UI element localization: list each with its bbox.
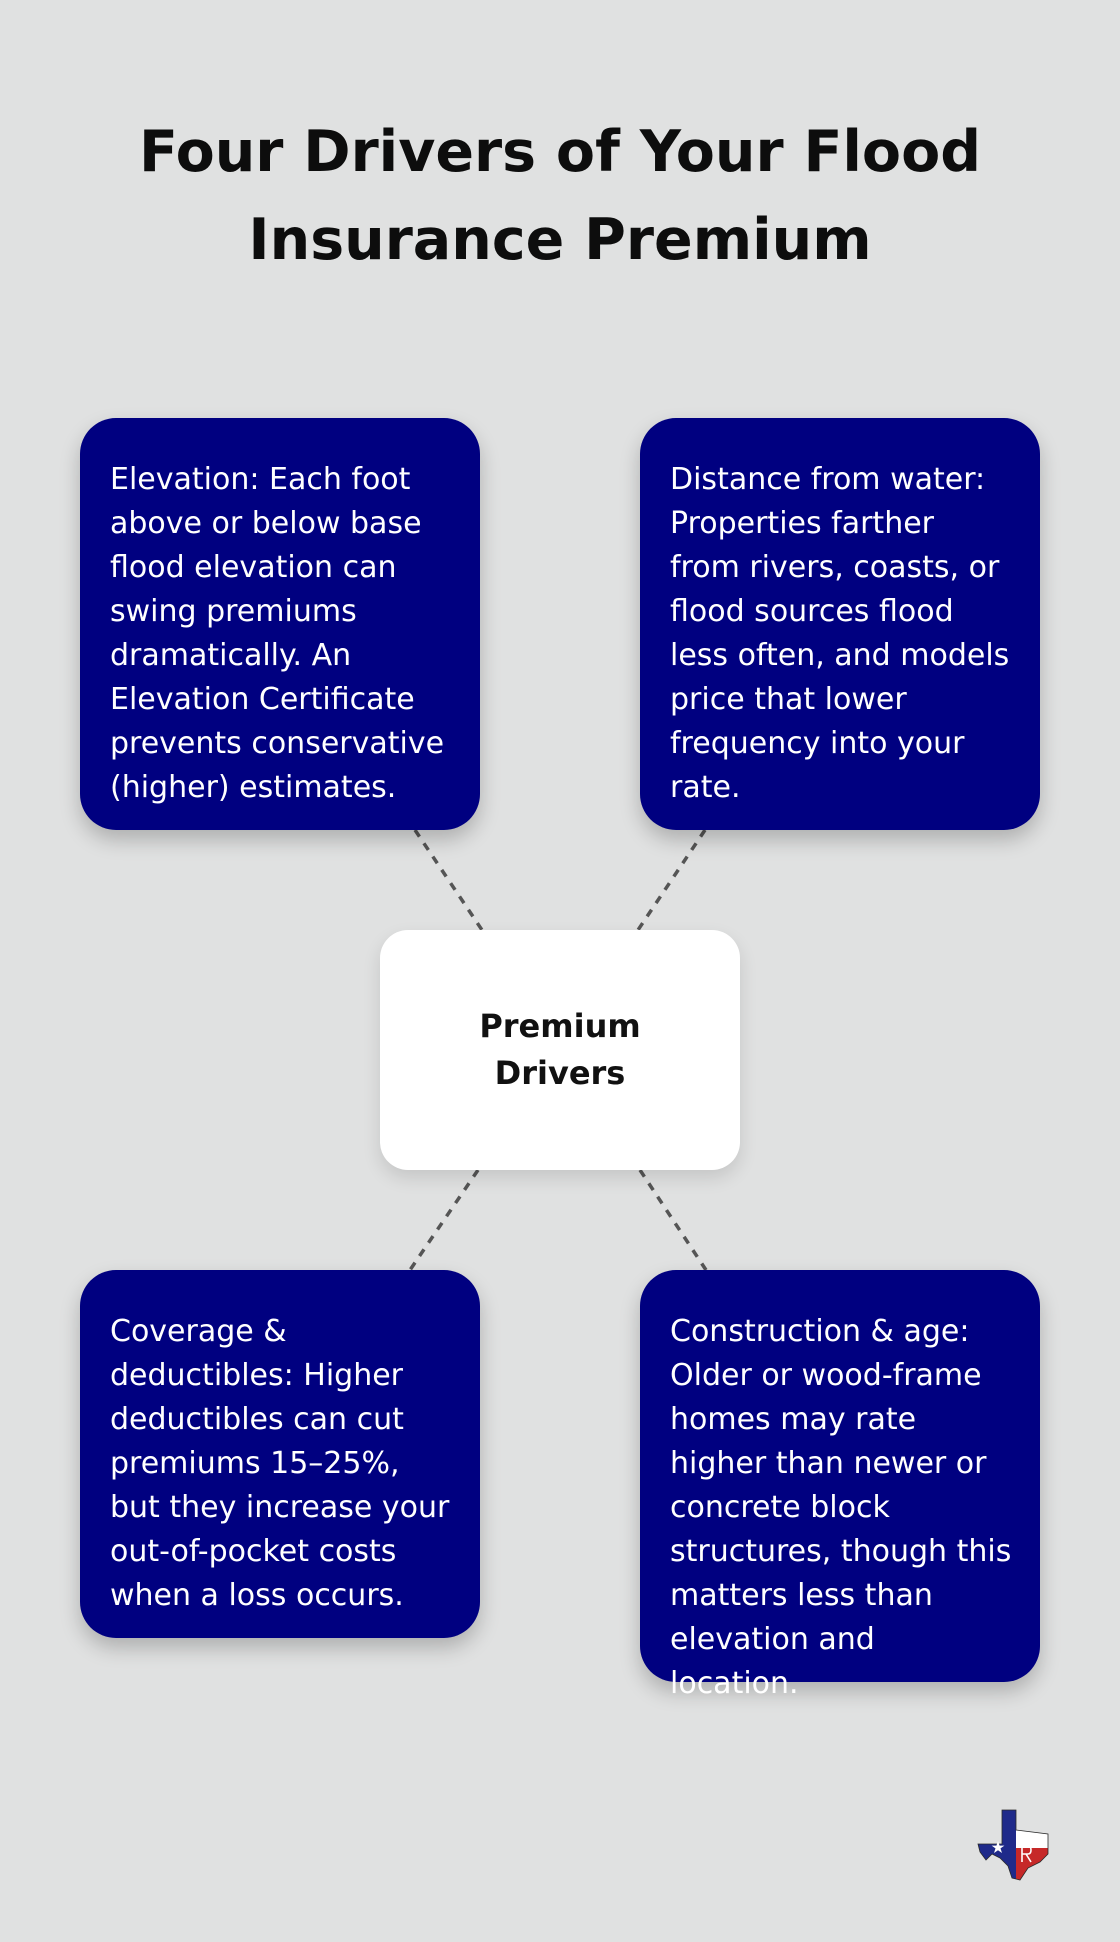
driver-text: Coverage & deductibles: Higher deductibles can cut premiums 15–25%, but they increase your out-of-pocket costs when a loss occurs. [110,1314,450,1613]
texas-flag-map-icon [976,1808,1054,1882]
connector-bottom-right [640,1170,706,1270]
driver-card-elevation [80,418,480,830]
center-label: Premium Drivers [479,1007,641,1092]
driver-card-coverage-deductibles [80,1270,480,1638]
connector-top-left [415,830,482,930]
center-node [380,930,740,1170]
page-title: Four Drivers of Your Flood Insurance Premium [138,119,982,273]
driver-card-construction-age [640,1270,1040,1701]
connector-bottom-left [410,1170,478,1270]
driver-text: Elevation: Each foot above or below base flood elevation can swing premiums dramatically. An Elevation Certificate prevents conservative (higher) estimates. [110,462,445,805]
driver-text: Distance from water: Properties farther from rivers, coasts, or flood sources flood less often, and models price that lower frequency into your rate. [670,462,1010,805]
driver-text: Construction & age: Older or wood-frame homes may rate higher than newer or concrete block structures, though this matters less than elevation and location. [670,1314,1012,1701]
connector-top-right [638,830,705,930]
driver-card-distance-from-water [640,418,1040,830]
